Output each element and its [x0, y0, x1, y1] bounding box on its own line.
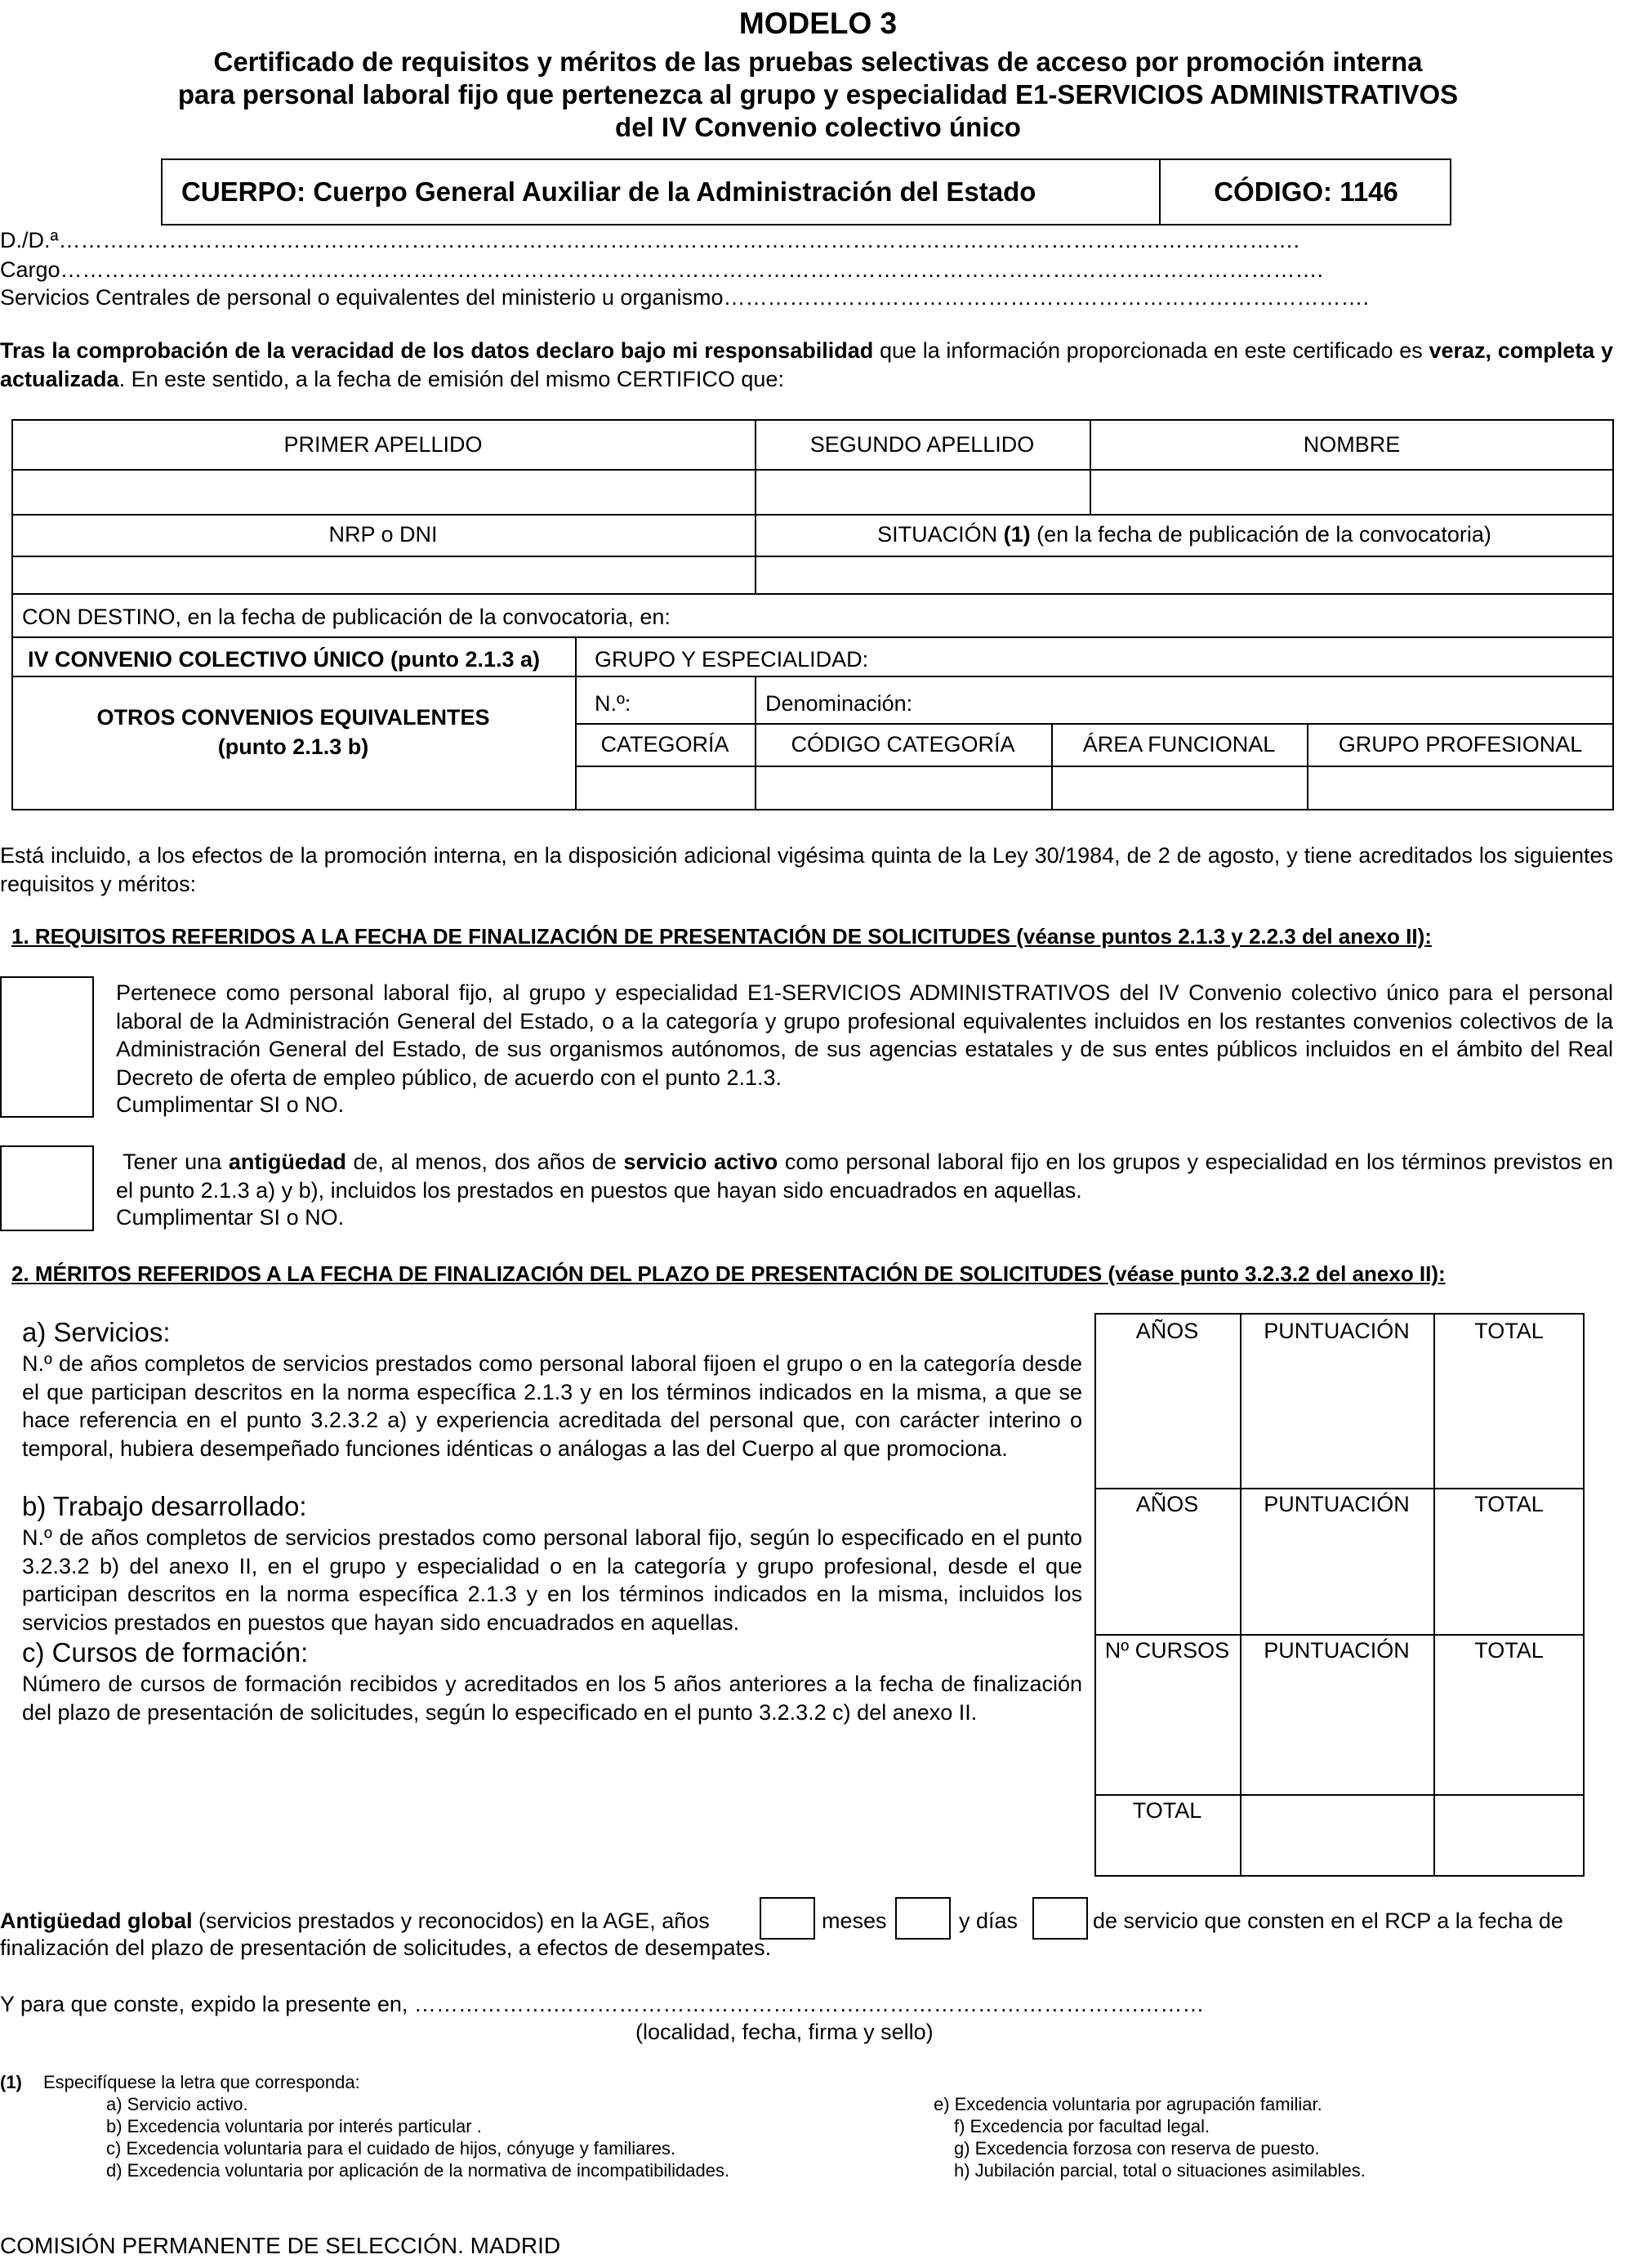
declaration-bold-1: Tras la comprobación de la veracidad de los datos declaro bajo mi responsabilidad [0, 338, 874, 363]
codigo-label: CÓDIGO: 1146 [1214, 176, 1398, 207]
req2-servicio-activo: servicio activo [623, 1150, 778, 1174]
header-grupo-profesional: GRUPO PROFESIONAL [1338, 732, 1583, 757]
cursos-puntuacion-input[interactable] [1241, 1668, 1432, 1793]
grand-total-label: TOTAL [1132, 1798, 1202, 1823]
cuerpo-label: CUERPO: Cuerpo General Auxiliar de la Administración del Estado [181, 176, 1036, 207]
header-categoria: CATEGORÍA [600, 732, 729, 757]
footnote-item-h: h) Jubilación parcial, total o situaciones asimilables. [954, 2160, 1366, 2181]
situacion-note-ref: (1) [1003, 522, 1031, 547]
declaration-bold-2: veraz, completa y actualizada [0, 338, 1613, 391]
footnote-item-c: c) Excedencia voluntaria para el cuidado de hijos, cónyuge y familiares. [106, 2138, 676, 2159]
requirement-2-note: Cumplimentar SI o NO. [116, 1205, 345, 1230]
trabajo-total-header: TOTAL [1474, 1492, 1544, 1516]
footnote-marker: (1) [0, 2072, 22, 2092]
merit-b-text: N.º de años completos de servicios prestados como personal laboral fijo, según lo especificado en el punto 3.2.3.2 b) del anexo II, en el grupo y especialidad o en la categoría y grupo profesional, desde el que participan descritos en la norma específica 2.1.3 y en los términos indicados en la misma, incluidos los servicios prestados en puestos que hayan sido encuadrados en aquellas. [22, 1525, 1082, 1635]
header-segundo-apellido: SEGUNDO APELLIDO [809, 432, 1035, 457]
denominacion-label[interactable]: Denominación: [765, 691, 913, 716]
declaration-text [0, 337, 1613, 393]
merit-b-title: b) Trabajo desarrollado: [22, 1491, 307, 1521]
situacion-label: SITUACIÓN [877, 522, 1004, 547]
requirement-2-text [116, 1148, 1613, 1204]
declarant-name-field[interactable]: D./D.ª……………………………………………………………………………………………………………………………………………………. [0, 228, 1299, 252]
req2-antiguedad: antigüedad [228, 1150, 346, 1174]
antiguedad-line-2: finalización del plazo de presentación de solicitudes, a efectos de desempates. [0, 1935, 772, 1960]
antiguedad-global-text [0, 1908, 710, 1934]
footer-commission: COMISIÓN PERMANENTE DE SELECCIÓN. MADRID [0, 2233, 561, 2258]
trabajo-total-input[interactable] [1435, 1521, 1583, 1632]
model-title: MODELO 3 [738, 7, 898, 40]
grupo-especialidad-label[interactable]: GRUPO Y ESPECIALIDAD: [595, 647, 869, 672]
footnote-item-e: e) Excedencia voluntaria por agrupación familiar. [934, 2094, 1322, 2114]
area-funcional-input[interactable] [1053, 767, 1305, 809]
declarant-servicios-field[interactable]: Servicios Centrales de personal o equivalentes del ministerio u organismo……………………………………………………………………………. [0, 285, 1369, 310]
cursos-puntuacion-header: PUNTUACIÓN [1264, 1638, 1410, 1663]
declaration-text-1: que la información proporcionada en este certificado es [873, 338, 1429, 363]
header-codigo-categoria: CÓDIGO CATEGORÍA [791, 732, 1015, 757]
trabajo-anos-input[interactable] [1096, 1521, 1238, 1632]
footnote-item-f: f) Excedencia por facultad legal. [954, 2116, 1210, 2136]
form-title-line-3: del IV Convenio colectivo único [615, 112, 1021, 142]
declaration-text-2: . En este sentido, a la fecha de emisión del mismo CERTIFICO que: [118, 366, 784, 391]
footnote-item-b: b) Excedencia voluntaria por interés particular . [106, 2116, 482, 2136]
codigo-categoria-input[interactable] [756, 767, 1050, 809]
otros-convenios-label: OTROS CONVENIOS EQUIVALENTES [96, 705, 490, 730]
section-2-title: 2. MÉRITOS REFERIDOS A LA FECHA DE FINALIZACIÓN DEL PLAZO DE PRESENTACIÓN DE SOLICITUDES (véase punto 3.2.3.2 del anexo II): [11, 1261, 1446, 1286]
otros-convenios-point: (punto 2.1.3 b) [217, 734, 369, 759]
req2-text-c: de, al menos, dos años de [345, 1150, 624, 1174]
merit-a-title: a) Servicios: [22, 1317, 171, 1347]
requirement-1-text: Pertenece como personal laboral fijo, al grupo y especialidad E1-SERVICIOS ADMINISTRATIVOS del IV Convenio colectivo único para el personal laboral de la Administración General del Estado, o a la categoría y grupo profesional equivalentes incluidos en los restantes convenios colectivos de la Administración General del Estado, de sus organismos autónomos, de sus agencias estatales y de sus entes públicos incluidos en el ámbito del Real Decreto de oferta de empleo público, de acuerdo con el punto 2.1.3. [116, 980, 1613, 1090]
cursos-numero-header: Nº CURSOS [1104, 1638, 1230, 1663]
antiguedad-meses-box[interactable] [895, 1897, 951, 1940]
con-destino-label: CON DESTINO, en la fecha de publicación de la convocatoria, en: [22, 605, 671, 629]
trabajo-puntuacion-header: PUNTUACIÓN [1264, 1492, 1410, 1516]
declarant-cargo-field[interactable]: Cargo………………………………………………………………………………………………………………………………………………………. [0, 257, 1324, 282]
merit-c-title: c) Cursos de formación: [22, 1637, 309, 1668]
nombre-input[interactable] [1091, 471, 1612, 512]
antiguedad-dias-box[interactable] [1032, 1897, 1088, 1940]
cursos-total-header: TOTAL [1474, 1638, 1544, 1663]
expido-line[interactable]: Y para que conste, expido la presente en, ……………….…………………………………….……………………………….……… [0, 1992, 1205, 2016]
servicios-total-header: TOTAL [1474, 1319, 1544, 1343]
antiguedad-anos-box[interactable] [760, 1897, 815, 1940]
grand-total-input[interactable] [1435, 1796, 1583, 1875]
situacion-input[interactable] [756, 557, 1612, 592]
merit-c-text: Número de cursos de formación recibidos y acreditados en los 5 años anteriores a la fecha de finalización del plazo de presentación de solicitudes, según lo especificado en el punto 3.2.3.2 c) del anexo II. [22, 1672, 1082, 1725]
servicios-anos-header: AÑOS [1135, 1319, 1199, 1343]
form-title-line-2: para personal laboral fijo que pertenezca al grupo y especialidad E1-SERVICIOS ADMINISTRATIVOS [177, 79, 1459, 109]
section-1-title: 1. REQUISITOS REFERIDOS A LA FECHA DE FINALIZACIÓN DE PRESENTACIÓN DE SOLICITUDES (véanse puntos 2.1.3 y 2.2.3 del anexo II): [11, 924, 1432, 949]
servicios-anos-input[interactable] [1096, 1348, 1238, 1486]
header-nombre: NOMBRE [1303, 432, 1401, 457]
servicios-total-input[interactable] [1435, 1348, 1583, 1486]
localidad-note: (localidad, fecha, firma y sello) [635, 2020, 934, 2044]
trabajo-anos-header: AÑOS [1135, 1492, 1199, 1516]
meses-label: meses [822, 1909, 887, 1933]
servicios-puntuacion-header: PUNTUACIÓN [1264, 1319, 1410, 1343]
header-situacion [755, 521, 1614, 547]
nrp-dni-input[interactable] [13, 557, 753, 592]
merit-a-text: N.º de años completos de servicios prestados como personal laboral fijoen el grupo o en la categoría desde el que participan descritos en la norma específica 2.1.3 y en los términos indicados en la misma, a que se hace referencia en el punto 3.2.3.2 a) y experiencia acreditada del personal que, con carácter interino o temporal, hubiera desempeñado funciones idénticas o análogas a las del Cuerpo al que promociona. [22, 1351, 1082, 1461]
segundo-apellido-input[interactable] [756, 471, 1088, 512]
footnote-item-a: a) Servicio activo. [106, 2094, 248, 2114]
req2-text-e: como personal laboral fijo en los grupos y especialidad en los términos previstos en el punto 2.1.3 a) y b), incluidos los prestados en puestos que hayan sido encuadrados en aquellas. [116, 1150, 1613, 1203]
antiguedad-global-desc: (servicios prestados y reconocidos) en la AGE, años [192, 1909, 710, 1933]
footnote-item-g: g) Excedencia forzosa con reserva de puesto. [954, 2138, 1320, 2159]
trabajo-puntuacion-input[interactable] [1241, 1521, 1432, 1632]
cursos-numero-input[interactable] [1096, 1668, 1238, 1793]
header-area-funcional: ÁREA FUNCIONAL [1082, 732, 1276, 757]
req2-text-a: Tener una [123, 1150, 229, 1174]
requirement-2-checkbox[interactable] [0, 1145, 94, 1231]
grupo-profesional-input[interactable] [1308, 767, 1612, 809]
requirement-1-checkbox[interactable] [0, 976, 94, 1118]
categoria-input[interactable] [577, 767, 753, 809]
form-title-line-1: Certificado de requisitos y méritos de las pruebas selectivas de acceso por promoción interna [213, 47, 1423, 77]
primer-apellido-input[interactable] [13, 471, 753, 512]
cursos-total-input[interactable] [1435, 1668, 1583, 1793]
antiguedad-rcp-text: de servicio que consten en el RCP a la fecha de [1093, 1909, 1563, 1933]
servicios-puntuacion-input[interactable] [1241, 1348, 1432, 1486]
numero-label[interactable]: N.º: [595, 691, 631, 716]
inclusion-text: Está incluido, a los efectos de la promoción interna, en la disposición adicional vigésima quinta de la Ley 30/1984, de 2 de agosto, y tiene acreditados los siguientes requisitos y méritos: [0, 843, 1613, 896]
iv-convenio-label: IV CONVENIO COLECTIVO ÚNICO (punto 2.1.3 a) [28, 647, 541, 672]
footnote-item-d: d) Excedencia voluntaria por aplicación de la normativa de incompatibilidades. [106, 2160, 730, 2181]
grand-total-puntuacion-input[interactable] [1241, 1796, 1432, 1875]
requirement-1-note: Cumplimentar SI o NO. [116, 1092, 345, 1117]
antiguedad-global-bold: Antigüedad global [0, 1909, 193, 1933]
dias-label: y días [959, 1909, 1019, 1933]
header-primer-apellido: PRIMER APELLIDO [283, 432, 483, 457]
footnote-intro: Especifíquese la letra que corresponda: [43, 2072, 360, 2092]
header-nrp-dni: NRP o DNI [328, 522, 438, 547]
situacion-detail: (en la fecha de publicación de la convocatoria) [1030, 522, 1491, 547]
